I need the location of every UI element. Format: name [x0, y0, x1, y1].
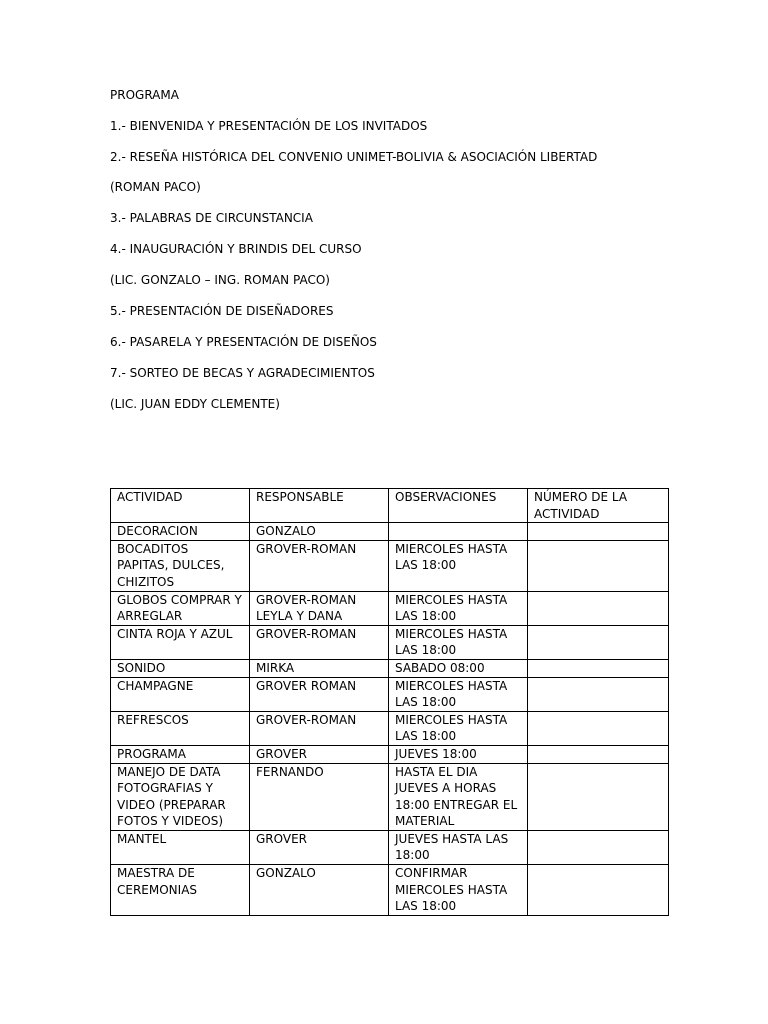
program-item: 5.- PRESENTACIÓN DE DISEÑADORES	[110, 304, 334, 318]
table-cell: MIERCOLES HASTA LAS 18:00	[389, 540, 528, 591]
table-row	[111, 625, 669, 659]
table-cell: GROVER	[250, 745, 389, 763]
program-item: (ROMAN PACO)	[110, 180, 201, 194]
table-row	[111, 745, 669, 763]
program-item: (LIC. JUAN EDDY CLEMENTE)	[110, 397, 280, 411]
table-cell: MIERCOLES HASTA LAS 18:00	[389, 677, 528, 711]
table-cell: HASTA EL DIA JUEVES A HORAS 18:00 ENTREGAR EL MATERIAL	[389, 763, 528, 830]
header-cell: ACTIVIDAD	[111, 489, 250, 523]
table-cell	[528, 591, 669, 625]
table-cell: GROVER-ROMAN	[250, 625, 389, 659]
program-item: 4.- INAUGURACIÓN Y BRINDIS DEL CURSO	[110, 242, 362, 256]
table-cell: GONZALO	[250, 865, 389, 916]
program-item: 2.- RESEÑA HISTÓRICA DEL CONVENIO UNIMET-BOLIVIA & ASOCIACIÓN LIBERTAD	[110, 150, 598, 164]
table-row	[111, 677, 669, 711]
header-cell: OBSERVACIONES	[389, 489, 528, 523]
table-cell: GLOBOS COMPRAR Y ARREGLAR	[111, 591, 250, 625]
table-cell: MAESTRA DE CEREMONIAS	[111, 865, 250, 916]
table-cell	[389, 523, 528, 541]
table-header-row	[111, 489, 669, 523]
table-cell: SABADO 08:00	[389, 659, 528, 677]
program-item: (LIC. GONZALO – ING. ROMAN PACO)	[110, 273, 330, 287]
table-cell: MANTEL	[111, 830, 250, 864]
table-cell: CINTA ROJA Y AZUL	[111, 625, 250, 659]
program-item: 7.- SORTEO DE BECAS Y AGRADECIMIENTOS	[110, 366, 375, 380]
table-row	[111, 591, 669, 625]
table-cell: CHAMPAGNE	[111, 677, 250, 711]
table-cell: GROVER-ROMAN	[250, 711, 389, 745]
table-cell: MIERCOLES HASTA LAS 18:00	[389, 625, 528, 659]
table-row	[111, 523, 669, 541]
table-cell: BOCADITOS PAPITAS, DULCES, CHIZITOS	[111, 540, 250, 591]
table-cell: MIERCOLES HASTA LAS 18:00	[389, 591, 528, 625]
table-cell: FERNANDO	[250, 763, 389, 830]
table-cell: SONIDO	[111, 659, 250, 677]
table-cell	[528, 523, 669, 541]
table-cell	[528, 830, 669, 864]
table-row	[111, 540, 669, 591]
table-cell: GROVER-ROMAN LEYLA Y DANA	[250, 591, 389, 625]
table-cell	[528, 540, 669, 591]
header-cell: RESPONSABLE	[250, 489, 389, 523]
activities-table	[110, 488, 669, 916]
table-cell	[528, 763, 669, 830]
table-cell: PROGRAMA	[111, 745, 250, 763]
program-item: 3.- PALABRAS DE CIRCUNSTANCIA	[110, 211, 313, 225]
program-title: PROGRAMA	[110, 88, 179, 102]
table-cell	[528, 625, 669, 659]
program-item: 6.- PASARELA Y PRESENTACIÓN DE DISEÑOS	[110, 335, 377, 349]
table-cell	[528, 677, 669, 711]
table-cell: GROVER	[250, 830, 389, 864]
table-row	[111, 659, 669, 677]
header-cell: NÚMERO DE LA ACTIVIDAD	[528, 489, 669, 523]
table-cell: JUEVES HASTA LAS 18:00	[389, 830, 528, 864]
table-cell	[528, 659, 669, 677]
table-cell: GROVER ROMAN	[250, 677, 389, 711]
table-row	[111, 711, 669, 745]
table-cell	[528, 745, 669, 763]
table-cell: MANEJO DE DATA FOTOGRAFIAS Y VIDEO (PREPARAR FOTOS Y VIDEOS)	[111, 763, 250, 830]
table-cell: CONFIRMAR MIERCOLES HASTA LAS 18:00	[389, 865, 528, 916]
table-cell: GONZALO	[250, 523, 389, 541]
table-cell: JUEVES 18:00	[389, 745, 528, 763]
program-item: 1.- BIENVENIDA Y PRESENTACIÓN DE LOS INVITADOS	[110, 119, 428, 133]
table-cell: MIRKA	[250, 659, 389, 677]
table-cell: DECORACION	[111, 523, 250, 541]
table-cell: GROVER-ROMAN	[250, 540, 389, 591]
table-cell: REFRESCOS	[111, 711, 250, 745]
table-row	[111, 830, 669, 864]
table-row	[111, 865, 669, 916]
table-row	[111, 763, 669, 830]
table-cell	[528, 865, 669, 916]
table-cell: MIERCOLES HASTA LAS 18:00	[389, 711, 528, 745]
table-cell	[528, 711, 669, 745]
